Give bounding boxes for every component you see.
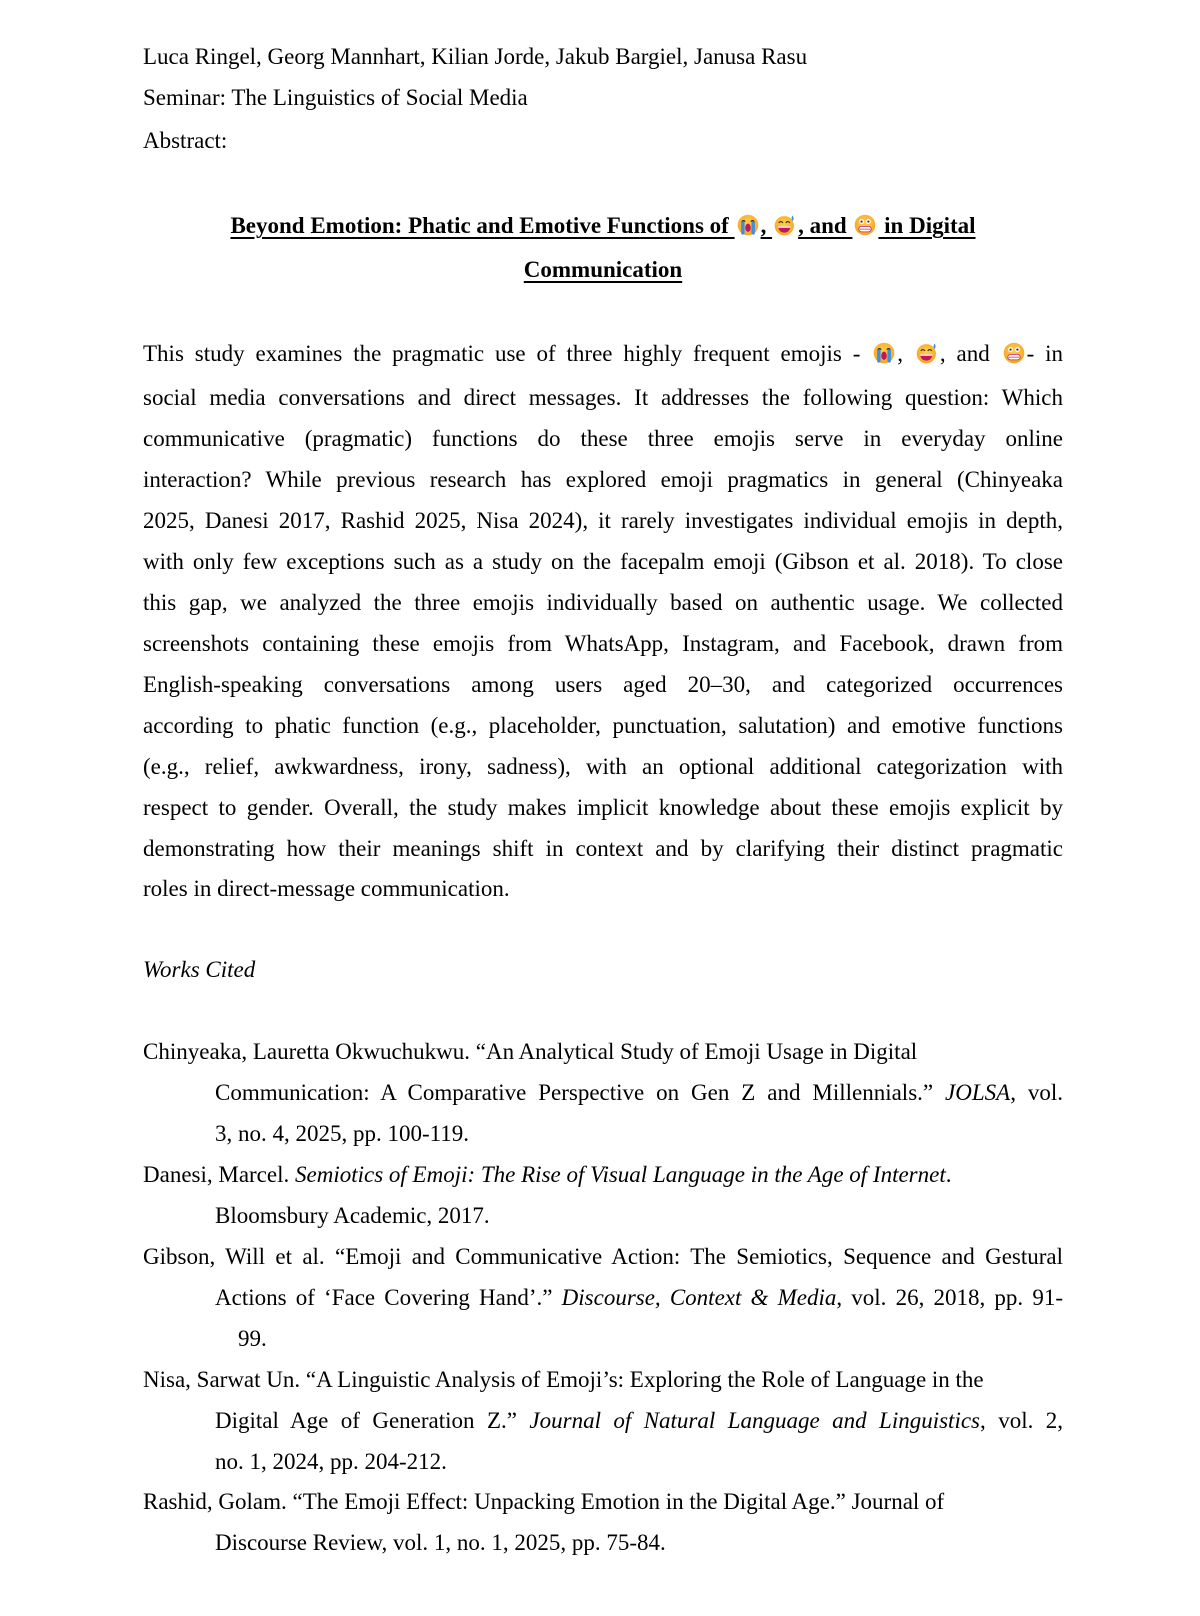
citation-text: Actions of ‘Face Covering Hand’.” bbox=[215, 1285, 562, 1310]
abstract-text: This study examines the pragmatic use of three highly frequent emojis - bbox=[143, 341, 872, 366]
abstract-line: demonstrating how their meanings shift in context and by clarifying their distinct pragmatic bbox=[143, 836, 1063, 861]
citation-journal: Journal of Natural Language and Linguistics bbox=[529, 1408, 981, 1433]
grimacing-face-emoji-icon bbox=[1003, 342, 1025, 364]
abstract-line: interaction? While previous research has explored emoji pragmatics in general (Chinyeaka bbox=[143, 467, 1063, 492]
citation-gibson-line-1: Gibson, Will et al. “Emoji and Communicative Action: The Semiotics, Sequence and Gestural bbox=[143, 1244, 1063, 1269]
abstract-line: English-speaking conversations among users aged 20–30, and categorized occurrences bbox=[143, 672, 1063, 697]
loudly-crying-face-emoji-icon bbox=[737, 214, 759, 236]
citation-nisa-line-3: no. 1, 2024, pp. 204-212. bbox=[215, 1449, 447, 1474]
abstract-line: this gap, we analyzed the three emojis individually based on authentic usage. We collected bbox=[143, 590, 1063, 615]
citation-chinyeaka-line-2 bbox=[215, 1079, 1063, 1107]
grinning-face-with-sweat-emoji-icon bbox=[774, 214, 796, 236]
citation-text: , vol. bbox=[1010, 1080, 1063, 1105]
abstract-line: according to phatic function (e.g., placeholder, punctuation, salutation) and emotive functions bbox=[143, 713, 1063, 738]
citation-rashid-line-2: Discourse Review, vol. 1, no. 1, 2025, pp. 75-84. bbox=[215, 1530, 666, 1555]
abstract-label: Abstract: bbox=[143, 128, 228, 153]
abstract-separator: , and bbox=[939, 341, 1001, 366]
abstract-separator: , bbox=[897, 341, 914, 366]
citation-chinyeaka-line-1: Chinyeaka, Lauretta Okwuchukwu. “An Analytical Study of Emoji Usage in Digital bbox=[143, 1039, 918, 1064]
citation-gibson-line-3: 99. bbox=[238, 1326, 267, 1351]
grimacing-face-emoji-icon bbox=[854, 214, 876, 236]
loudly-crying-face-emoji-icon bbox=[873, 342, 895, 364]
abstract-line: communicative (pragmatic) functions do these three emojis serve in everyday online bbox=[143, 426, 1063, 451]
abstract-line: (e.g., relief, awkwardness, irony, sadness), with an optional additional categorization with bbox=[143, 754, 1063, 779]
abstract-line: with only few exceptions such as a study on the facepalm emoji (Gibson et al. 2018). To close bbox=[143, 549, 1063, 574]
citation-journal: Discourse, Context & Media bbox=[561, 1285, 837, 1310]
seminar-line: Seminar: The Linguistics of Social Media bbox=[143, 85, 528, 110]
title-separator-2: , and bbox=[798, 213, 853, 238]
citation-text: , vol. 2, bbox=[980, 1408, 1064, 1433]
citation-journal: JOLSA bbox=[945, 1080, 1011, 1105]
citation-nisa-line-1: Nisa, Sarwat Un. “A Linguistic Analysis of Emoji’s: Exploring the Role of Language in the bbox=[143, 1367, 984, 1392]
citation-text: Digital Age of Generation Z.” bbox=[215, 1408, 530, 1433]
paper-title-line-1 bbox=[143, 212, 1063, 240]
citation-gibson-line-2 bbox=[215, 1284, 1063, 1312]
citation-chinyeaka-line-3: 3, no. 4, 2025, pp. 100-119. bbox=[215, 1121, 470, 1146]
citation-book-title: Semiotics of Emoji: The Rise of Visual Language in the Age of Internet bbox=[295, 1162, 946, 1187]
citation-text: , vol. 26, 2018, pp. 91- bbox=[836, 1285, 1063, 1310]
abstract-line: screenshots containing these emojis from WhatsApp, Instagram, and Facebook, drawn from bbox=[143, 631, 1063, 656]
title-text-part-1: Beyond Emotion: Phatic and Emotive Functions of bbox=[230, 213, 735, 238]
citation-danesi-line-1 bbox=[143, 1161, 951, 1189]
citation-text: Danesi, Marcel. bbox=[143, 1162, 295, 1187]
grinning-face-with-sweat-emoji-icon bbox=[916, 342, 938, 364]
abstract-line-1 bbox=[143, 340, 1063, 368]
title-text-line-2: Communication bbox=[523, 257, 683, 282]
citation-text: Communication: A Comparative Perspective on Gen Z and Millennials.” bbox=[215, 1080, 946, 1105]
abstract-line: respect to gender. Overall, the study makes implicit knowledge about these emojis explicit by bbox=[143, 795, 1063, 820]
citation-text: . bbox=[945, 1162, 952, 1187]
abstract-line: roles in direct-message communication. bbox=[143, 876, 510, 901]
abstract-line: social media conversations and direct messages. It addresses the following question: Which bbox=[143, 385, 1063, 410]
title-text-part-2: in Digital bbox=[878, 213, 976, 238]
works-cited-heading: Works Cited bbox=[143, 957, 256, 982]
authors-line: Luca Ringel, Georg Mannhart, Kilian Jorde, Jakub Bargiel, Janusa Rasu bbox=[143, 44, 808, 69]
citation-nisa-line-2 bbox=[215, 1407, 1063, 1435]
abstract-line: 2025, Danesi 2017, Rashid 2025, Nisa 2024), it rarely investigates individual emojis in depth, bbox=[143, 508, 1063, 533]
abstract-text: - in bbox=[1026, 341, 1063, 366]
citation-danesi-line-2: Bloomsbury Academic, 2017. bbox=[215, 1203, 490, 1228]
citation-rashid-line-1: Rashid, Golam. “The Emoji Effect: Unpacking Emotion in the Digital Age.” Journal of bbox=[143, 1489, 945, 1514]
title-separator-1: , bbox=[760, 213, 773, 238]
paper-title-line-2 bbox=[143, 256, 1063, 284]
